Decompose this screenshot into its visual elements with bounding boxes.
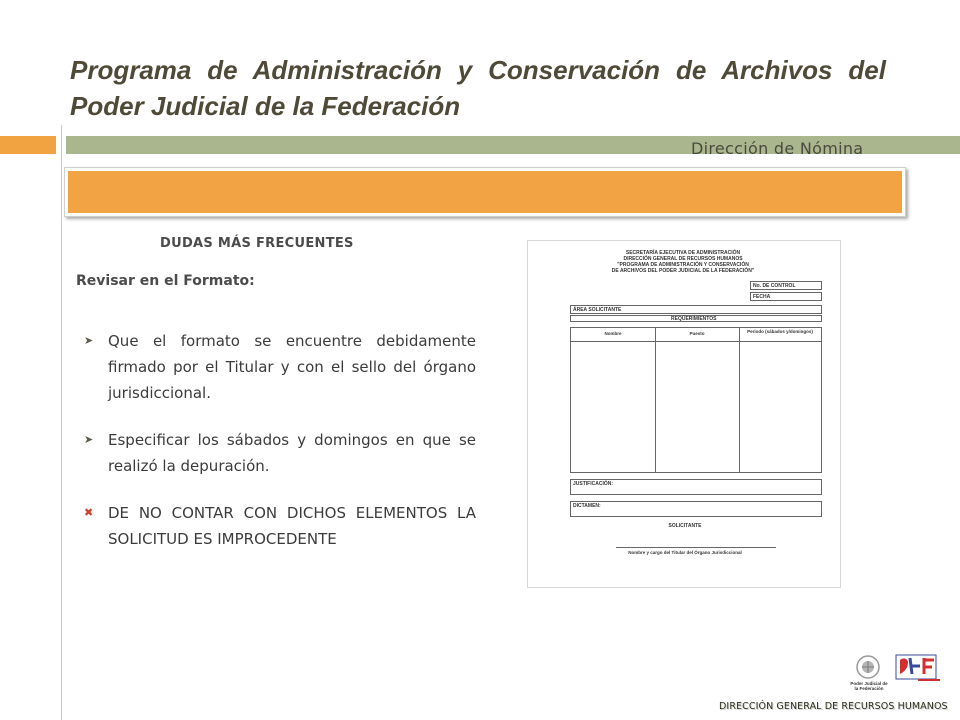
opinion-box: DICTAMEN: — [570, 501, 822, 517]
signature-label: Nombre y cargo del Titular del Órgano Jurisdiccional — [628, 550, 742, 555]
list-item — [84, 500, 476, 552]
list-item — [84, 328, 476, 406]
list-item — [84, 427, 476, 479]
arrow-bullet-icon: ➤ — [84, 334, 94, 347]
area-box: ÁREA SOLICITANTE — [570, 305, 822, 314]
orange-banner — [64, 167, 906, 217]
footer-text: DIRECCIÓN GENERAL DE RECURSOS HUMANOS — [719, 701, 948, 712]
list-item-text: Especificar los sábados y domingos en que se realizó la depuración. — [108, 431, 476, 475]
pjf-logo-text: Poder Judicial de la Federación — [850, 681, 888, 691]
form-image — [527, 240, 841, 588]
applicant-label: SOLICITANTE — [668, 523, 702, 529]
institution-logos — [850, 652, 950, 698]
control-number-box: No. DE CONTROL — [750, 281, 822, 290]
x-bullet-icon: ✖ — [84, 506, 94, 519]
list-item-text: DE NO CONTAR CON DICHOS ELEMENTOS LA SOLICITUD ES IMPROCEDENTE — [108, 504, 476, 548]
justification-box: JUSTIFICACIÓN: — [570, 479, 822, 495]
orange-accent-band — [0, 136, 56, 154]
arrow-bullet-icon: ➤ — [84, 433, 94, 446]
pjf-seal-logo — [850, 652, 950, 698]
requirements-box: REQUERIMIENTOS — [570, 315, 822, 322]
faq-heading: DUDAS MÁS FRECUENTES — [160, 236, 354, 251]
form-header: SECRETARÍA EJECUTIVA DE ADMINISTRACIÓN DIRECCIÓN GENERAL DE RECURSOS HUMANOS "PROGRAMA DE ADMINISTRACIÓN Y CONSERVACIÓN DE ARCHIVOS DEL PODER JUDICIAL DE LA FEDERACIÓN" — [611, 250, 755, 274]
vertical-divider — [61, 125, 62, 720]
review-label: Revisar en el Formato: — [76, 273, 255, 289]
requirements-table: Nombre Puesto Periodo (sábados y/domingos) — [570, 327, 822, 473]
page-title: Programa de Administración y Conservación de Archivos del Poder Judicial de la Federación — [70, 55, 886, 121]
list-item-text: Que el formato se encuentre debidamente firmado por el Titular y con el sello del órgano jurisdiccional. — [108, 332, 476, 402]
date-box: FECHA — [750, 292, 822, 301]
requirements-list — [84, 328, 476, 552]
section-subtitle: Dirección de Nómina — [691, 139, 864, 158]
signature-line — [616, 547, 776, 548]
